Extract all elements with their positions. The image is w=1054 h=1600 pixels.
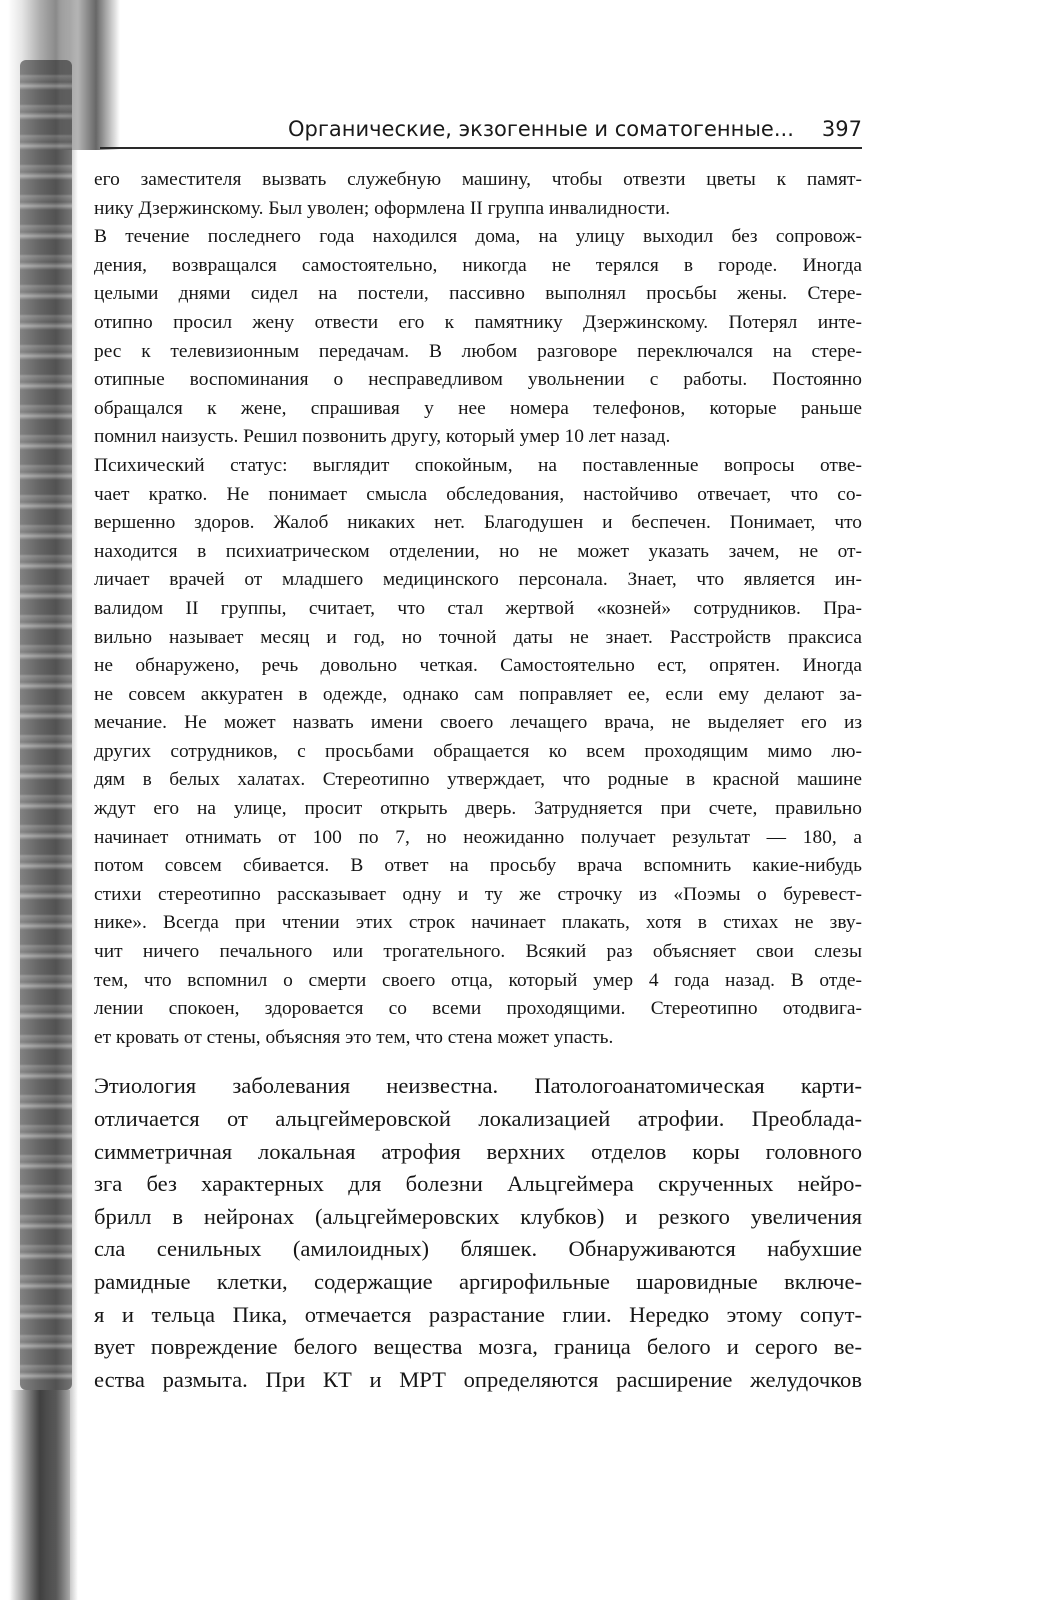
main-line: ества размыта. При КТ и МРТ определяются расширение желудочков bbox=[94, 1366, 862, 1392]
case-line: чит ничего печального или трогательного. Всякий раз объясняет свои слезы bbox=[94, 941, 862, 963]
case-line: отипно просил жену отвести его к памятнику Дзержинскому. Потерял инте- bbox=[94, 311, 862, 333]
case-line: потом совсем сбивается. В ответ на просьбу врача вспомнить какие-нибудь bbox=[94, 855, 862, 877]
case-line: не обнаружено, речь довольно четкая. Самостоятельно ест, опрятен. Иногда bbox=[94, 655, 862, 677]
case-line: помнил наизусть. Решил позвонить другу, который умер 10 лет назад. bbox=[94, 426, 671, 448]
case-line: целыми днями сидел на постели, пассивно выполнял просьбы жены. Стере- bbox=[94, 283, 862, 305]
case-line: лении спокоен, здоровается со всеми проходящими. Стереотипно отодвига- bbox=[94, 998, 862, 1020]
case-line: рес к телевизионным передачам. В любом разговоре переключался на стере- bbox=[94, 340, 862, 362]
case-line: чает кратко. Не понимает смысла обследования, настойчиво отвечает, что со- bbox=[94, 483, 862, 505]
main-line: сла сенильных (амилоидных) бляшек. Обнаруживаются набухшие bbox=[94, 1236, 862, 1262]
main-line: брилл в нейронах (альцгеймеровских клубков) и резкого увеличения bbox=[94, 1203, 862, 1229]
main-line: Этиология заболевания неизвестна. Патологоанатомическая карти- bbox=[94, 1073, 862, 1099]
case-line: начинает отнимать от 100 по 7, но неожиданно получает результат — 180, а bbox=[94, 826, 862, 848]
main-line: вует повреждение белого вещества мозга, граница белого и серого ве- bbox=[94, 1334, 862, 1360]
case-line: валидом II группы, считает, что стал жертвой «козней» сотрудников. Пра- bbox=[94, 597, 862, 619]
case-line: Психический статус: выглядит спокойным, на поставленные вопросы отве- bbox=[94, 454, 862, 476]
main-line: зга без характерных для болезни Альцгеймера скрученных нейро- bbox=[94, 1171, 862, 1197]
case-line: личает врачей от младшего медицинского персонала. Знает, что является ин- bbox=[94, 569, 862, 591]
case-description bbox=[94, 166, 862, 1052]
case-line: дям в белых халатах. Стереотипно утверждает, что родные в красной машине bbox=[94, 769, 862, 791]
main-line: я и тельца Пика, отмечается разрастание глии. Нередко этому сопут- bbox=[94, 1301, 862, 1327]
binding-bottom-shadow bbox=[10, 1390, 70, 1600]
main-line: рамидные клетки, содержащие аргирофильные шаровидные включе- bbox=[94, 1268, 862, 1294]
main-line: отличается от альцгеймеровской локализацией атрофии. Преоблада- bbox=[94, 1106, 862, 1131]
case-line: его заместителя вызвать служебную машину, чтобы отвезти цветы к памят- bbox=[94, 169, 862, 190]
case-line: мечание. Не может назвать имени своего лечащего врача, не выделяет его из bbox=[94, 712, 862, 734]
case-line: тем, что вспомнил о смерти своего отца, который умер 4 года назад. В отде- bbox=[94, 969, 862, 991]
case-line: стихи стереотипно рассказывает одну и ту же строчку из «Поэмы о буревест- bbox=[94, 883, 862, 905]
case-line: других сотрудников, с просьбами обращается ко всем проходящим мимо лю- bbox=[94, 740, 862, 762]
case-line: нику Дзержинскому. Был уволен; оформлена II группа инвалидности. bbox=[94, 197, 671, 219]
main-paragraph bbox=[94, 1070, 862, 1396]
case-line: не совсем аккуратен в одежде, однако сам поправляет ее, если ему делают за- bbox=[94, 683, 862, 705]
case-line: дения, возвращался самостоятельно, никогда не терялся в городе. Иногда bbox=[94, 254, 862, 276]
case-line: нике». Всегда при чтении этих строк начинает плакать, хотя в стихах не зву- bbox=[94, 912, 862, 934]
case-line: ждут его на улице, просит открыть дверь. Затрудняется при счете, правильно bbox=[94, 798, 862, 820]
case-line: вильно называет месяц и год, но точной даты не знает. Расстройств праксиса bbox=[94, 626, 862, 648]
case-line: В течение последнего года находился дома, на улицу выходил без сопровож- bbox=[94, 226, 862, 248]
case-line: находится в психиатрическом отделении, но не может указать зачем, не от- bbox=[94, 540, 862, 562]
body-text bbox=[94, 166, 862, 1396]
case-line: ет кровать от стены, объясняя это тем, что стена может упасть. bbox=[94, 1026, 614, 1048]
binding-top-shadow bbox=[60, 0, 120, 150]
header-rule bbox=[100, 147, 862, 149]
binding-gutter-marks bbox=[20, 60, 72, 1390]
case-line: обращался к жене, спрашивая у нее номера телефонов, которые раньше bbox=[94, 397, 862, 419]
main-line: симметричная локальная атрофия верхних отделов коры головного bbox=[94, 1138, 862, 1164]
page-number: 397 bbox=[821, 117, 862, 141]
running-head-title: Органические, экзогенные и соматогенные... bbox=[288, 117, 794, 141]
case-line: вершенно здоров. Жалоб никаких нет. Благодушен и беспечен. Понимает, что bbox=[94, 512, 862, 534]
running-head bbox=[280, 114, 862, 144]
case-line: отипные воспоминания о несправедливом увольнении с работы. Постоянно bbox=[94, 369, 862, 391]
